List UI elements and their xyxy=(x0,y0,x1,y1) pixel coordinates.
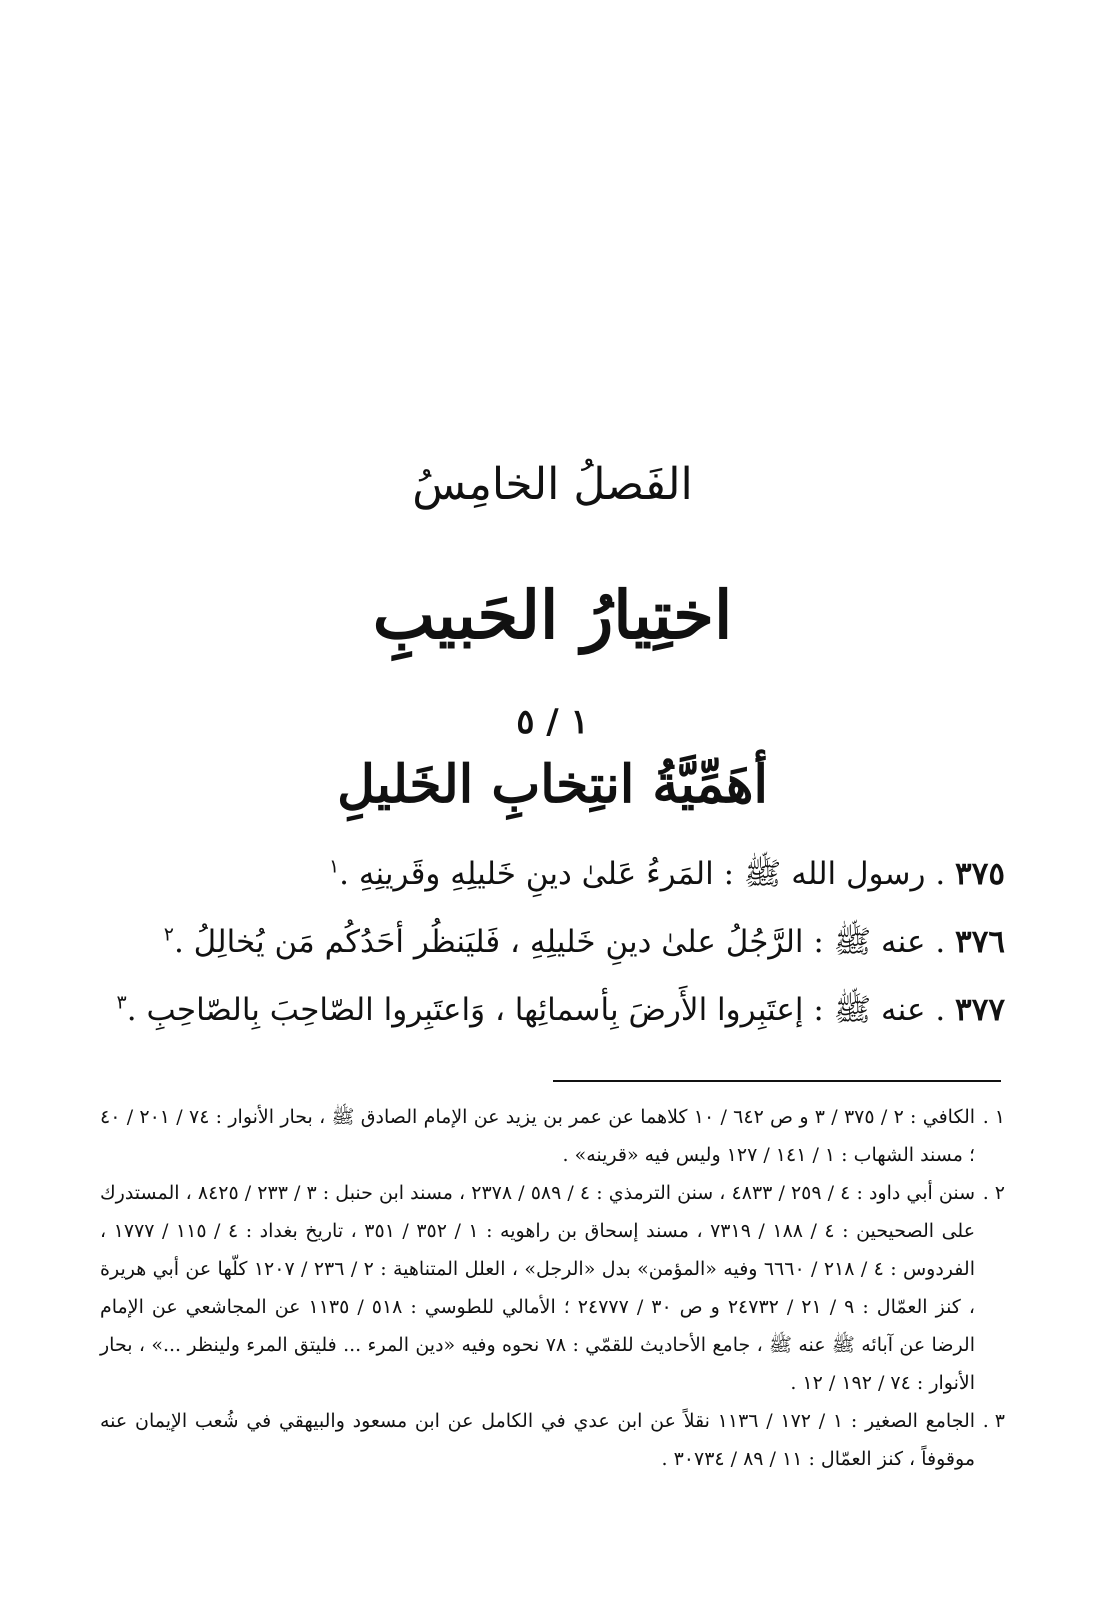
hadith-text: . رسول الله ﷺ : المَرءُ عَلىٰ دينِ خَليلِهِ وقَرينِهِ . xyxy=(339,856,956,892)
hadith-377 xyxy=(100,988,1005,1032)
footnote-number: ٢ . xyxy=(982,1182,1005,1204)
footnote-text: سنن أبي داود : ٤ / ٢٥٩ / ٤٨٣٣ ، سنن الترمذي : ٤ / ٥٨٩ / ٢٣٧٨ ، مسند ابن حنبل : ٣ / ٢٣٣ / ٨٤٢٥ ، المستدرك على الصحيحين : ٤ / ١٨٨ / ٧٣١٩ ، مسند إسحاق بن راهويه : ١ / ٣٥٢ / ٣٥١ ، تاريخ بغداد : ٤ / ١١٥ / ١٧٧٧ ، الفردوس : ٤ / ٢١٨ / ٦٦٦٠ وفيه «المؤمن» بدل «الرجل» ، العلل المتناهية : ٢ / ٢٣٦ / ١٢٠٧ كلّها عن أبي هريرة ، كنز العمّال : ٩ / ٢١ / ٢٤٧٣٢ و ص ٣٠ / ٢٤٧٧٧ ؛ الأمالي للطوسي : ٥١٨ / ١١٣٥ عن المجاشعي عن الإمام الرضا عن آبائه ﷺ عنه ﷺ ، جامع الأحاديث للقمّي : ٧٨ نحوه وفيه «دين المرء ... فليتق المرء ولينظر ...» ، بحار الأنوار : ٧٤ / ١٩٢ / ١٢ . xyxy=(100,1182,976,1394)
chapter-title: اختِيارُ الحَبيبِ xyxy=(372,576,733,654)
hadith-text: . عنه ﷺ : الرَّجُلُ علىٰ دينِ خَليلِهِ ، فَليَنظُر أحَدُكُم مَن يُخالِلُ . xyxy=(173,924,956,960)
footnote-ref: ٢ xyxy=(163,923,174,946)
section-number: ١ / ٥ xyxy=(516,702,589,742)
hadith-376 xyxy=(100,920,1005,964)
hadith-text: . عنه ﷺ : إعتَبِروا الأَرضَ بِأسمائِها ، وَاعتَبِروا الصّاحِبَ بِالصّاحِبِ . xyxy=(126,992,956,1028)
footnote-ref: ١ xyxy=(328,855,340,878)
footnote-separator xyxy=(553,1080,1001,1082)
chapter-heading: الفَصلُ الخامِسُ xyxy=(412,459,693,510)
hadith-number: ٣٧٧ xyxy=(955,992,1005,1028)
footnote-text: الكافي : ٢ / ٣٧٥ / ٣ و ص ٦٤٢ / ١٠ كلاهما عن عمر بن يزيد عن الإمام الصادق ﷺ ، بحار الأنوار : ٧٤ / ٢٠١ / ٤٠ ؛ مسند الشهاب : ١ / ١٤١ / ١٢٧ وليس فيه «قرينه» . xyxy=(100,1106,976,1166)
footnote-number: ١ . xyxy=(982,1106,1005,1128)
footnote-2 xyxy=(100,1174,1005,1402)
footnote-3 xyxy=(100,1402,1005,1478)
footnote-number: ٣ . xyxy=(982,1410,1005,1432)
hadith-375 xyxy=(100,852,1005,896)
footnote-1 xyxy=(100,1098,1005,1174)
footnote-text: الجامع الصغير : ١ / ١٧٢ / ١١٣٦ نقلاً عن ابن عدي في الكامل عن ابن مسعود والبيهقي في شُعب الإيمان عنه موقوفاً ، كنز العمّال : ١١ / ٨٩ / ٣٠٧٣٤ . xyxy=(100,1410,976,1470)
section-title: أهَمِّيَّةُ انتِخابِ الخَليلِ xyxy=(337,754,768,815)
footnote-ref: ٣ xyxy=(116,991,127,1014)
hadith-number: ٣٧٥ xyxy=(955,856,1005,892)
hadith-number: ٣٧٦ xyxy=(955,924,1005,960)
footnotes xyxy=(100,1098,1005,1478)
